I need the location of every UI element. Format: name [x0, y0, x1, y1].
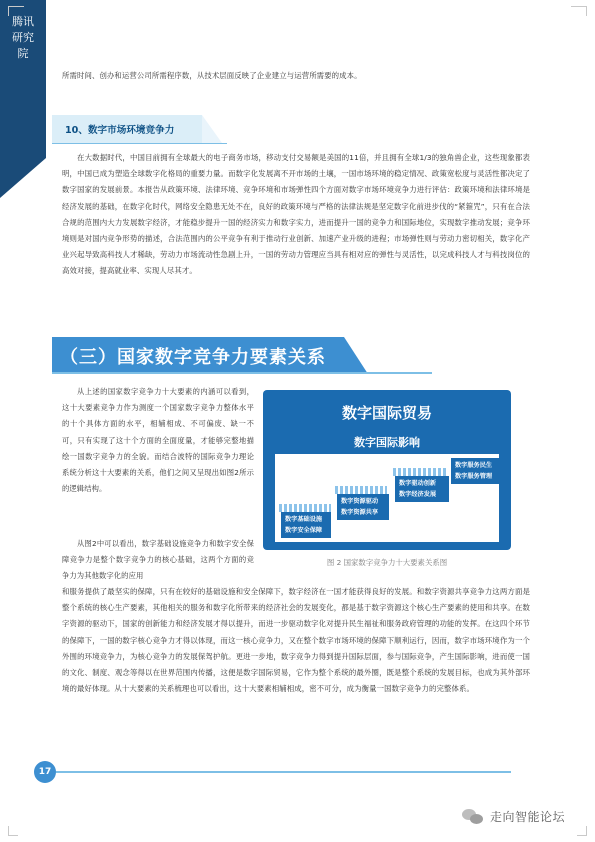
section-3-paragraph-1: 从上述的国家数字竞争力十大要素的内涵可以看到，这十大要素竞争力作为测度一个国家数字竞争力整体水平的十个具体方面的水平，相辅相成、不可偏废、缺一不可，只有实现了这十个方面的全面度量，才能够完整地描绘一国数字竞争力的全貌。而结合波特的国际竞争力理论系统分析这十大要素的关系，他们之间又呈现出如图2所示的逻辑结构。 [62, 387, 254, 494]
step-2 [337, 494, 389, 520]
sidebar-tab [0, 0, 46, 158]
step-2-line-1: 数字资源驱动 [341, 498, 379, 505]
crop-mark-top-right [571, 6, 587, 16]
wechat-watermark [462, 808, 565, 825]
step-1 [281, 512, 331, 538]
heading-accent [202, 115, 222, 143]
section-3-paragraph-2-start: 从图2中可以看出，数字基础设施竞争力和数字安全保障竞争力是整个数字竞争力的核心基础，这两个方面的竞争力为其他数字化的应用 [62, 539, 254, 581]
step-3 [395, 476, 449, 502]
figure-2-diagram [263, 390, 511, 550]
sidebar-label: 腾讯研究院 [12, 15, 34, 60]
heading-underline [52, 143, 227, 145]
step-1-line-2: 数字安全保障 [285, 527, 323, 534]
section-3-title: （三）国家数字竞争力要素关系 [60, 347, 326, 368]
continued-text: 所需时间、创办和运营公司所需程序数，从技术层面反映了企业建立与运营所需要的成本。 [62, 71, 362, 80]
figure-title: 数字国际贸易 [341, 404, 432, 422]
step-4 [451, 458, 499, 484]
crop-mark-bottom-right [577, 826, 587, 836]
section-3-paragraph-2-cont: 和服务提供了最坚实的保障，只有在较好的基础设施和安全保障下，数字经济在一国才能获得良好的发展。和数字资源共享竞争力这两方面是整个系统的核心生产要素，其他相关的服务和数字化所带来的经济社会的发展变化，都是基于数字资源这个核心生产要素的使用和共享。在数字资源的驱动下，国家的创新能力和经济发展才得以提升，而进一步驱动数字化对提升民生福祉和服务政府管理的功能的发挥。在这四个环节的保障下，一国的数字核心竞争力才得以体现，而这一核心竞争力，又在整个数字市场环境的保障下顺利运行，因而，数字市场环境作为一个外围的环境竞争力，为核心竞争力的发展保驾护航。更进一步地，数字竞争力得到提升国际层面，参与国际竞争，产生国际影响，进而使一国的文化、制度、观念等得以在世界范围内传播，这便是数字国际贸易，它作为整个系统的最外圈，既是整个系统的发展目标，也成为其外部环境的最好体现。从十大要素的关系梳理也可以看出，这十大要素相辅相成，密不可分，成为衡量一国数字竞争力的完整体系。 [62, 587, 530, 694]
watermark-text: 走向智能论坛 [490, 810, 566, 824]
figure-band [275, 454, 499, 542]
step-4-line-1: 数字服务民生 [455, 462, 493, 469]
heading-underline [52, 372, 432, 374]
step-stripe [279, 504, 331, 512]
page-number: 17 [34, 761, 56, 783]
step-3-line-1: 数字驱动创新 [399, 480, 437, 487]
step-stripe [393, 468, 447, 476]
step-1-line-1: 数字基础设施 [285, 516, 323, 523]
step-4-line-2: 数字服务管理 [455, 473, 493, 480]
figure-subtitle: 数字国际影响 [354, 436, 420, 449]
crop-mark-top-left [8, 6, 24, 16]
footer-rule [56, 771, 511, 773]
heading-accent [344, 337, 368, 374]
step-3-line-2: 数字经济发展 [399, 491, 437, 498]
section-10-heading [52, 115, 227, 143]
crop-mark-bottom-left [8, 826, 18, 836]
section-10-title: 10、数字市场环境竞争力 [65, 125, 175, 136]
step-2-line-2: 数字资源共享 [341, 509, 379, 516]
section-3-heading [52, 337, 432, 374]
section-10-paragraph: 在大数据时代，中国目前拥有全球最大的电子商务市场，移动支付交易额是美国的11倍，并且拥有全球1/3的独角兽企业，这些现象都表明，中国已成为塑造全球数字化格局的重要力量。而数字化发展离不开市场的土壤，一国市场环境的稳定情况、政策宽松度与灵活性都决定了数字国家的发展前景。本报告从政策环境、法律环境、竞争环境和市场弹性四个方面对数字市场环境竞争力进行评估：政策环境和法律环境是经济发展的基础，在数字化时代，网络安全隐患无处不在，良好的政策环境与严格的法律法规是坚定数字化前进步伐的“紧箍咒”，只有在合法合规的范围内大力发展数字经济，才能稳步提升一国的经济实力和数字实力，进而提升一国的竞争力和国际地位，实现数字推动发展；竞争环境则是对国内竞争形势的描述，合法范围内的公平竞争有利于推动行业创新、加速产业升级的进程；市场弹性则与劳动力密切相关，数字化产业兴起导致高科技人才稀缺，劳动力市场流动性急剧上升，一国的劳动力管理应当具有相对应的弹性与灵活性，以完成科技人才与科技岗位的高效对接，提高就业率、实现人尽其才。 [62, 153, 530, 276]
figure-caption: 图 2 国家数字竞争力十大要素关系图 [326, 558, 448, 567]
step-stripe [335, 486, 387, 494]
wechat-icon [462, 809, 484, 825]
